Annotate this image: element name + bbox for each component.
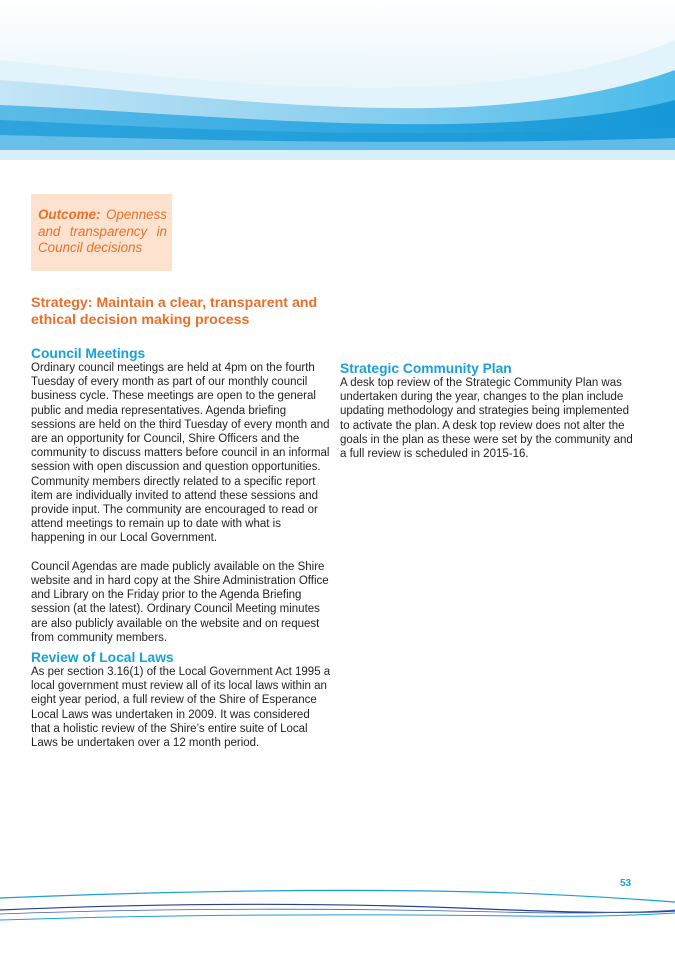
page-number: 53 xyxy=(620,878,632,889)
council-meetings-paragraph-1: Ordinary council meetings are held at 4pm on the fourth Tuesday of every month as part of our monthly council business cycle. These meetings are open to the general public and media representatives. Agenda briefing sessions are held on the third Tuesday of every month and are an opportunity for Council, Shire Officers and the community to discuss matters before council in an informal session with open discussion and question opportunities. Community members directly related to a specific report item are individually invited to attend these sessions and provide input. The community are encouraged to read or attend meetings to remain up to date with what is happening in our Local Government. xyxy=(31,362,330,545)
local-laws-heading: Review of Local Laws xyxy=(31,650,174,665)
footer-wave-graphic xyxy=(0,878,675,928)
strategy-heading: Strategy: Maintain a clear, transparent and ethical decision making process xyxy=(31,295,318,328)
council-meetings-section xyxy=(31,346,331,645)
council-meetings-paragraph-2: Council Agendas are made publicly available on the Shire website and in hard copy at the Shire Administration Office and Library on the Friday prior to the Agenda Briefing session (at the latest). Ordinary Council Meeting minutes are also publicly available on the website and on request from community members. xyxy=(31,560,329,644)
outcome-box xyxy=(31,194,172,271)
local-laws-paragraph: As per section 3.16(1) of the Local Government Act 1995 a local government must review all of its local laws within an eight year period, a full review of the Shire of Esperance Local Laws was undertaken in 2009. It was considered that a holistic review of the Shire’s entire suite of Local Laws be undertaken over a 12 month period. xyxy=(31,666,331,750)
strategic-plan-paragraph: A desk top review of the Strategic Community Plan was undertaken during the year, changes to the plan include updating methodology and strategies being implemented to activate the plan. A desk top review does not alter the goals in the plan as these were set by the community and a full review is scheduled in 2015-16. xyxy=(340,377,633,461)
outcome-label: Outcome: xyxy=(38,207,101,222)
header-wave-graphic xyxy=(0,0,675,160)
outcome-text: Openness and transparency in Council decisions xyxy=(38,207,167,255)
strategic-plan-heading: Strategic Community Plan xyxy=(340,361,512,376)
council-meetings-heading: Council Meetings xyxy=(31,346,146,361)
strategic-plan-section xyxy=(340,361,640,461)
local-laws-section xyxy=(31,650,331,750)
